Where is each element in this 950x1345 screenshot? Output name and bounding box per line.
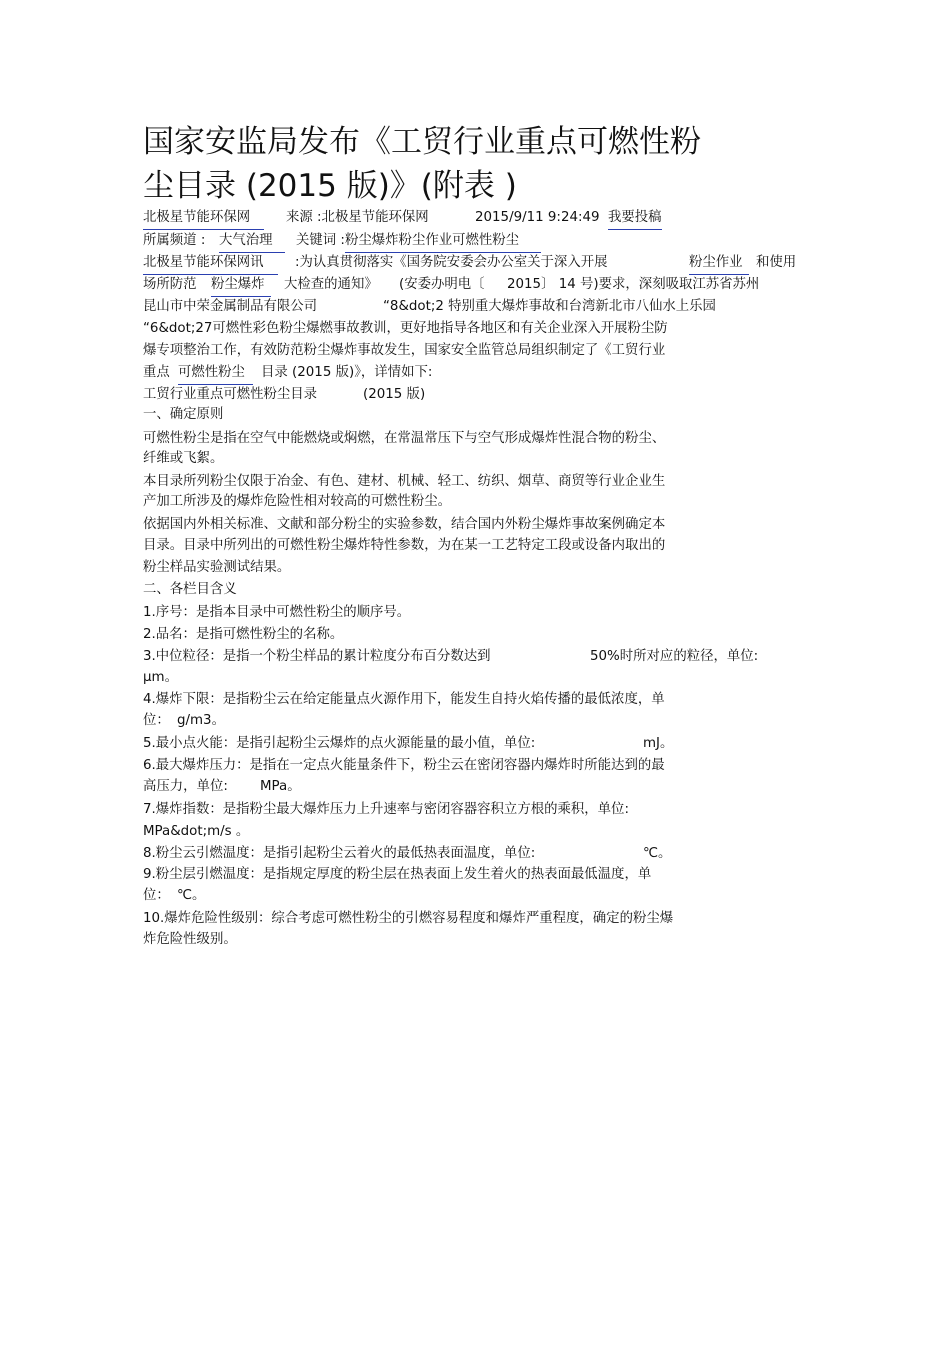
section2-heading: 二、各栏目含义	[143, 582, 237, 597]
channel-link[interactable]: 大气治理	[219, 231, 285, 253]
item-3-text: 3.中位粒径：是指一个粉尘样品的累计粒度分布百分数达到	[143, 649, 491, 664]
intro-doc-ref: (安委办明电〔	[399, 277, 485, 292]
item-3-unit-text: 50%时所对应的粒径，单位:	[590, 649, 759, 664]
item-10-line2: 炸危险性级别。	[143, 932, 237, 947]
section1-p3-line2: 目录。目录中所列出的可燃性粉尘爆炸特性参数，为在某一工艺特定工段或设备内取出的	[143, 538, 666, 553]
section1-p2-line2: 产加工所涉及的爆炸危险性相对较高的可燃性粉尘。	[143, 494, 451, 509]
item-8-text: 8.粉尘云引燃温度：是指引起粉尘云着火的最低热表面温度，单位:	[143, 846, 536, 861]
intro-text-6-tail: 目录 (2015 版)》，详情如下:	[261, 365, 433, 380]
item-4-unit: g/m3。	[177, 713, 225, 728]
item-6-line1: 6.最大爆炸压力：是指在一定点火能量条件下，粉尘云在密闭容器内爆炸时所能达到的最	[143, 758, 665, 773]
submit-link[interactable]: 我要投稿	[608, 208, 662, 230]
item-7-line1: 7.爆炸指数：是指粉尘最大爆炸压力上升速率与密闭容器容积立方根的乘积，单位:	[143, 802, 629, 817]
combustible-dust-link[interactable]: 可燃性粉尘	[178, 363, 253, 385]
intro-text-2-head: 场所防范	[143, 277, 197, 292]
keyword-link[interactable]: 粉尘爆炸粉尘作业可燃性粉尘	[345, 231, 541, 253]
item-2: 2.品名：是指可燃性粉尘的名称。	[143, 627, 344, 642]
item-6-unit-label: 高压力，单位:	[143, 779, 228, 794]
publish-datetime: 2015/9/11 9:24:49	[475, 210, 600, 225]
item-9-unit: ℃。	[177, 888, 206, 903]
item-8-unit: ℃。	[643, 846, 672, 861]
intro-text-3a: 昆山市中荣金属制品有限公司	[143, 299, 318, 314]
intro-line-5: 爆专项整治工作，有效防范粉尘爆炸事故发生，国家安全监管总局组织制定了《工贸行业	[143, 343, 666, 358]
section1-p3-line3: 粉尘样品实验测试结果。	[143, 560, 291, 575]
item-1: 1.序号：是指本目录中可燃性粉尘的顺序号。	[143, 605, 411, 620]
article-title	[143, 120, 783, 208]
item-4-unit-label: 位：	[143, 713, 170, 728]
item-5-unit: mJ。	[643, 736, 674, 751]
source-label: 来源 :北极星节能环保网	[286, 210, 429, 225]
catalog-title-edition: (2015 版)	[363, 387, 426, 402]
article-title-line-1: 国家安监局发布《工贸行业重点可燃性粉	[143, 124, 701, 160]
section1-p1-line1: 可燃性粉尘是指在空气中能燃烧或焖燃，在常温常压下与空气形成爆炸性混合物的粉尘、	[143, 431, 666, 446]
item-10-line1: 10.爆炸危险性级别：综合考虑可燃性粉尘的引燃容易程度和爆炸严重程度，确定的粉尘爆	[143, 911, 674, 926]
catalog-title-name: 工贸行业重点可燃性粉尘目录	[143, 387, 318, 402]
intro-line-4: “6&dot;27可燃性彩色粉尘爆燃事故教训，更好地指导各地区和有关企业深入开展粉尘防	[143, 321, 668, 336]
section1-p1-line2: 纤维或飞絮。	[143, 451, 224, 466]
item-9-line1: 9.粉尘层引燃温度：是指规定厚度的粉尘层在热表面上发生着火的热表面最低温度，单	[143, 867, 652, 882]
item-6-unit: MPa。	[260, 779, 301, 794]
article-title-line-2: 尘目录 (2015 版)》(附表 )	[143, 168, 517, 204]
dust-explosion-link[interactable]: 粉尘爆炸	[211, 275, 271, 297]
item-7-line2: MPa&dot;m/s 。	[143, 824, 250, 839]
item-9-unit-label: 位：	[143, 888, 170, 903]
intro-text-2: 大检查的通知》	[284, 277, 378, 292]
section1-p3-line1: 依据国内外相关标准、文献和部分粉尘的实验参数，结合国内外粉尘爆炸事故案例确定本	[143, 517, 666, 532]
intro-text-1: :为认真贯彻落实《国务院安委会办公室关于深入开展	[295, 255, 608, 270]
dust-operation-link[interactable]: 粉尘作业	[689, 253, 749, 275]
intro-text-1-tail: 和使用	[756, 255, 797, 270]
item-4-line1: 4.爆炸下限：是指粉尘云在给定能量点火源作用下，能发生自持火焰传播的最低浓度，单	[143, 692, 665, 707]
intro-text-6-head: 重点	[143, 365, 170, 380]
item-5-text: 5.最小点火能：是指引起粉尘云爆炸的点火源能量的最小值，单位:	[143, 736, 536, 751]
item-3-line2: μm。	[143, 670, 178, 685]
site-link[interactable]: 北极星节能环保网	[143, 208, 264, 230]
keyword-label: 关键词 :	[296, 233, 345, 248]
channel-label: 所属频道 :	[143, 233, 206, 248]
section1-p2-line1: 本目录所列粉尘仅限于冶金、有色、建材、机械、轻工、纺织、烟草、商贸等行业企业生	[143, 474, 666, 489]
section1-heading: 一、确定原则	[143, 407, 224, 422]
intro-text-3b: “8&dot;2 特别重大爆炸事故和台湾新北市八仙水上乐园	[383, 299, 716, 314]
site-news-link[interactable]: 北极星节能环保网讯	[143, 253, 278, 275]
intro-doc-year: 2015〕 14 号)要求，深刻吸取江苏省苏州	[507, 277, 760, 292]
